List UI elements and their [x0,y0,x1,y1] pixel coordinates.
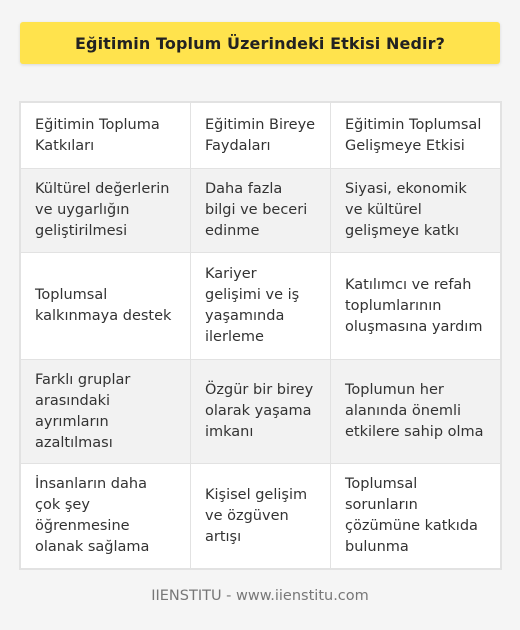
table-row [21,169,501,253]
table-row [21,464,501,569]
table-cell: Özgür bir birey olarak yaşama imkanı [191,360,331,464]
table-cell: Siyasi, ekonomik ve kültürel gelişmeye katkı [331,169,501,253]
comparison-table [20,102,501,569]
table-cell: Toplumsal kalkınmaya destek [21,253,191,360]
table-cell: Toplumun her alanında önemli etkilere sahip olma [331,360,501,464]
table-cell: Kültürel değerlerin ve uygarlığın geliştirilmesi [21,169,191,253]
title-banner [20,22,500,64]
table-cell: Katılımcı ve refah toplumlarının oluşmasına yardım [331,253,501,360]
table-cell: Kariyer gelişimi ve iş yaşamında ilerleme [191,253,331,360]
table-cell: Farklı gruplar arasındaki ayrımların azaltılması [21,360,191,464]
table-cell: Daha fazla bilgi ve beceri edinme [191,169,331,253]
table-row [21,360,501,464]
table-cell: Toplumsal sorunların çözümüne katkıda bulunma [331,464,501,569]
table-header-row [21,103,501,169]
table-header-cell: Eğitimin Bireye Faydaları [191,103,331,169]
footer-credit: IIENSTITU - www.iienstitu.com [151,588,369,604]
page-title: Eğitimin Toplum Üzerindeki Etkisi Nedir? [74,33,446,53]
table-header-cell: Eğitimin Toplumsal Gelişmeye Etkisi [331,103,501,169]
table-cell: Kişisel gelişim ve özgüven artışı [191,464,331,569]
table-cell: İnsanların daha çok şey öğrenmesine olanak sağlama [21,464,191,569]
table-header-cell: Eğitimin Topluma Katkıları [21,103,191,169]
table-row [21,253,501,360]
